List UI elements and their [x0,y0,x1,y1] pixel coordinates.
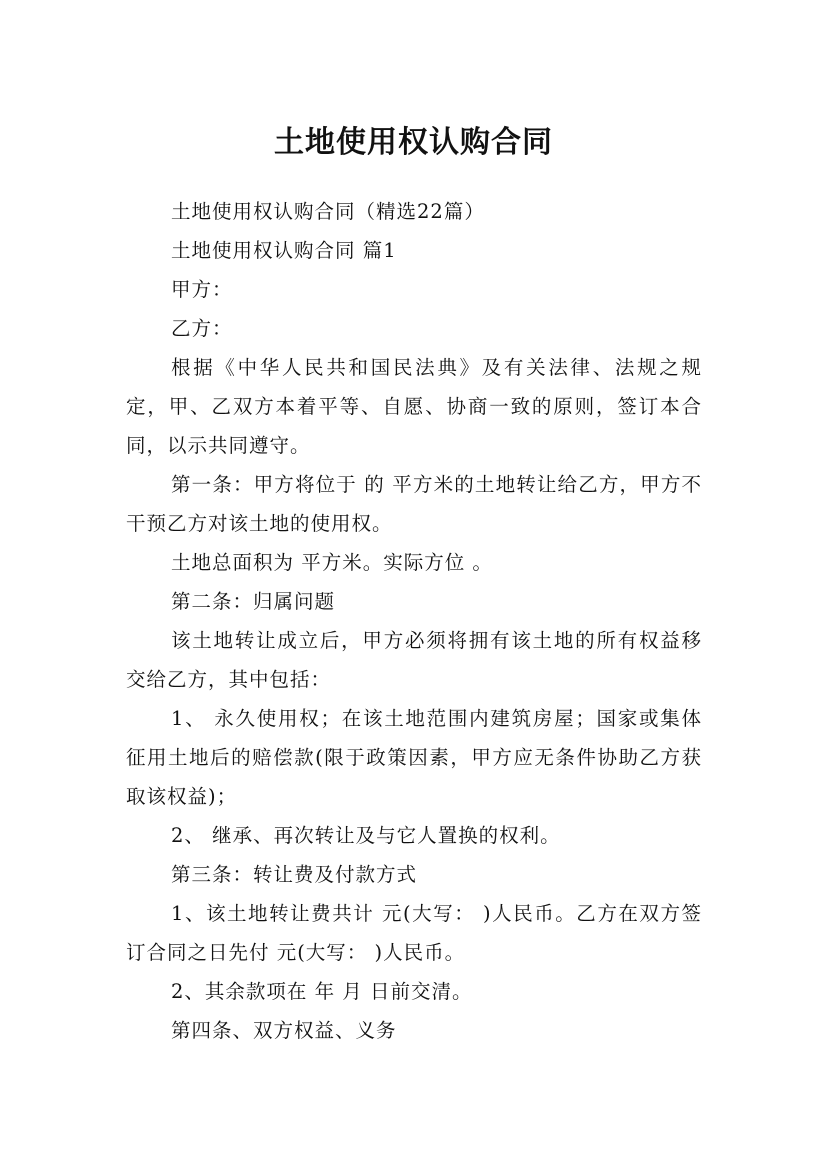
paragraph-article-3-heading: 第三条：转让费及付款方式 [171,863,418,886]
paragraph-article-2-body: 该土地转让成立后，甲方必须将拥有该土地的所有权益移交给乙方，其中包括： [126,629,702,691]
paragraph-article-4-heading: 第四条、双方权益、义务 [171,1019,397,1042]
paragraph-total-area: 土地总面积为 平方米。实际方位 。 [171,551,493,574]
paragraph-subtitle: 土地使用权认购合同（精选22篇） [171,200,485,223]
paragraph-section-heading: 土地使用权认购合同 篇1 [171,239,397,262]
document-title: 土地使用权认购合同 [274,125,553,161]
paragraph-article-2-item-2: 2、 继承、再次转让及与它人置换的权利。 [171,824,561,847]
document-body [126,192,702,1050]
paragraph-party-b: 乙方： [171,317,233,340]
paragraph-article-1: 第一条：甲方将位于 的 平方米的土地转让给乙方，甲方不干预乙方对该土地的使用权。 [126,473,702,535]
paragraph-article-2-item-1: 1、 永久使用权；在该土地范围内建筑房屋；国家或集体征用土地后的赔偿款(限于政策因素，甲方应无条件协助乙方获取该权益)； [126,707,702,808]
paragraph-article-3-item-2: 2、其余款项在 年 月 日前交清。 [171,980,473,1003]
paragraph-article-2-heading: 第二条：归属问题 [171,590,336,613]
paragraph-article-3-item-1: 1、该土地转让费共计 元(大写： )人民币。乙方在双方签订合同之日先付 元(大写： )人民币。 [126,902,702,964]
paragraph-party-a: 甲方： [171,278,233,301]
paragraph-preamble: 根据《中华人民共和国民法典》及有关法律、法规之规定，甲、乙双方本着平等、自愿、协商一致的原则，签订本合同，以示共同遵守。 [126,356,702,457]
